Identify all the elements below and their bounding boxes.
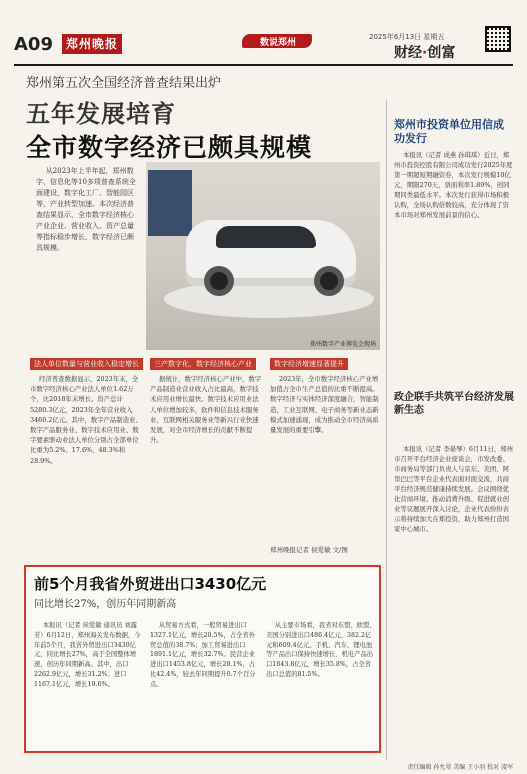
subhead-1: 法人单位数量与营业收入稳定增长 [30, 358, 143, 370]
page-number: A09 [14, 34, 53, 55]
column-badge-label: 数说郑州 [260, 38, 297, 48]
subhead-2: 三产数字化，数字经济核心产业 [150, 358, 256, 370]
trade-column-2: 从贸易方式看，一般贸易进出口1327.1亿元，增长20.5%，占全省外贸总值的38.7%；加工贸易进出口1891.1亿元，增长32.7%。民营企业进出口1453.8亿元，增长29.1%，占比42.4%，较去年同期提升0.7个百分点。 [150, 622, 256, 688]
photo-caption: 郑州数字产业博览会现场 [309, 341, 376, 348]
headline-kicker: 郑州第五次全国经济普查结果出炉 [26, 76, 222, 91]
car-window [216, 226, 316, 248]
column-divider [386, 100, 387, 760]
headline-main: 全市数字经济已颇具规模 [26, 133, 313, 162]
page-footer: 责任编辑 孙允翠 美编 王小羽 校对 凌军 [407, 764, 513, 771]
article-byline: 郑州晚报记者 侯爱敏 文/图 [270, 546, 348, 554]
section-separator: · [422, 45, 428, 61]
right-bottom-title: 政企联手共筑平台经济发展新生态 [394, 392, 514, 416]
article-column-3: 2023年，全市数字经济核心产业增加值占全市生产总值的比重不断提高。数字经济与实体经济深度融合，智能制造、工业互联网、电子商务等新业态新模式加速涌现，成为推动全市经济高质量发展的重要引擎。 [270, 375, 379, 435]
car-wheel-icon [314, 266, 344, 296]
issue-date: 2025年6月13日 星期五 [369, 33, 445, 41]
masthead-rule [14, 64, 513, 66]
masthead [14, 30, 513, 62]
column-badge [242, 30, 322, 52]
trade-subtitle: 同比增长27%，创历年同期新高 [34, 599, 177, 610]
section-name: 财经 [394, 45, 422, 61]
article-column-2: 据统计，数字经济核心产业中，数字产品制造业营业收入占比最高，数字技术应用业增长最快。数字技术应用业法人单位增加较多，软件和信息技术服务业、互联网相关服务业等新兴行业快速发展，对全市经济增长的贡献不断提升。 [150, 375, 262, 445]
right-bottom-body: 本报讯（记者 李晏琴）6月11日，郑州市召开平台经济企业座谈会，市发改委、市商务局等部门负责人与京东、美团、阿里巴巴等平台企业代表面对面交流，共商平台经济规范健康持续发展。会议围绕优化营商环境、推动消费升级、促进就业创业等议题展开深入讨论，企业代表纷纷表示将持续加大在郑投资，助力郑州打造国家中心城市。 [394, 445, 514, 533]
section-title [394, 42, 455, 62]
display-screen [148, 170, 192, 236]
subhead-3: 数字经济增速显著提升 [270, 358, 348, 370]
intro-text: 从2023年上半年起，郑州数字、信息化等10多项普查系统全面建设，数字化工厂、智能园区等，产业转型加速。本次经济普查结果显示，全市数字经济核心产业企业、营业收入、资产总量等指标稳步增长，数字经济已颇具规模。 [36, 167, 136, 252]
trade-title: 前5个月我省外贸进出口3430亿元 [34, 575, 267, 593]
expo-photo [146, 162, 380, 350]
right-top-title: 郑州市投资单位用信成功发行 [394, 118, 504, 145]
headline-subtitle: 五年发展培育 [26, 99, 176, 128]
article-column-1: 经济普查数据显示，2023年末，全市数字经济核心产业法人单位1.62万个，比2018年末增长。资产总计5280.3亿元，2023年全年营业收入3460.2亿元。其中，数字产品制造业、数字产品服务业、数字技术应用业、数字要素驱动业法人单位分别占全部单位比重为5.2%、17.6%、48.3%和28.9%。 [30, 375, 142, 465]
trade-article-box [24, 565, 381, 753]
paper-logo: 郑州晚报 [62, 34, 122, 54]
qr-code-icon [485, 26, 511, 52]
trade-column-3: 从主要市场看，我省对东盟、欧盟、美国分别进出口486.4亿元、382.2亿元和609.4亿元。手机、汽车、锂电池等产品出口保持快速增长，机电产品出口1843.8亿元，增长35.8%，占全省出口总值的81.5%。 [266, 622, 376, 678]
right-article-top [394, 118, 514, 400]
section-name-2: 创富 [427, 45, 456, 61]
trade-column-1: 本报讯（记者 侯爱敏 通讯员 刘露芳）6月12日，郑州海关发布数据，今年前5个月，我省外贸进出口3430亿元，同比增长27%，高于全国整体增速，创历年同期新高。其中，出口2262.9亿元，增长31.2%；进口1167.1亿元，增长19.6%。 [34, 622, 141, 688]
car-wheel-icon [204, 266, 234, 296]
right-top-body: 本报讯（记者 成燕 孙琪琪）近日，郑州市投资控股有限公司成功发行2025年度第一期超短期融资券，本次发行规模10亿元，期限270天，票面利率1.89%，创同期同类最低水平。本次发行获得市场积极认购，全场认购倍数较高，充分体现了资本市场对郑州发展前景的信心。 [394, 151, 513, 219]
